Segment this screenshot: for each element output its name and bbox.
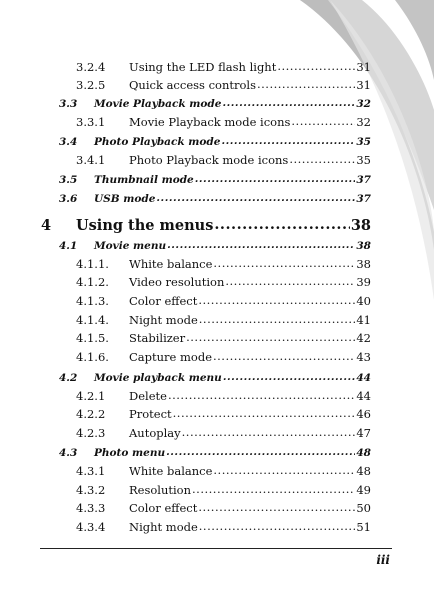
footer-rule [40,548,392,549]
toc-entry-number: 4.2.2 [76,407,106,421]
toc-entry-number: 4.1.3. [76,294,109,308]
toc-entry[interactable] [76,274,371,290]
toc-leader-dots [213,348,355,364]
toc-entry-title: Color effect [129,501,198,515]
toc-entry-title: Video resolution [129,275,225,289]
toc-entry-title: Photo Playback mode [94,136,221,148]
toc-entry[interactable] [59,191,371,207]
toc-entry-page: 38 [356,240,371,252]
toc-entry-page: 35 [356,136,371,148]
toc-entry-page: 40 [356,294,371,308]
toc-entry[interactable] [76,500,371,516]
toc-entry-page: 47 [356,426,371,440]
toc-entry-page: 43 [356,350,371,364]
toc-entry[interactable] [59,172,371,188]
toc-entry-page: 32 [356,115,371,129]
toc-leader-dots [199,518,356,534]
toc-entry-title: Color effect [129,294,198,308]
toc-entry-title: Delete [129,389,167,403]
toc-leader-dots [195,171,356,187]
toc-leader-dots [173,405,356,421]
toc-entry-page: 38 [356,257,371,271]
toc-entry-page: 37 [356,174,371,186]
toc-entry-title: Capture mode [129,350,212,364]
toc-entry[interactable] [76,114,371,130]
toc-entry-number: 4.3.2 [76,483,106,497]
toc-entry[interactable] [76,425,371,441]
toc-entry[interactable] [59,96,371,112]
toc-entry[interactable] [76,152,371,168]
toc-entry-number: 4.3.4 [76,520,106,534]
toc-entry[interactable] [76,519,371,535]
toc-entry-title: Using the LED flash light [129,60,277,74]
toc-entry-number: 3.4 [59,136,78,148]
toc-leader-dots [192,481,355,497]
toc-entry[interactable] [76,293,371,309]
toc-leader-dots [167,237,355,253]
toc-leader-dots [257,76,355,92]
toc-leader-dots [213,255,355,271]
toc-entry-number: 4.1.2. [76,275,109,289]
toc-entry-page: 39 [356,275,371,289]
toc-leader-dots [221,133,355,149]
toc-entry-number: 3.6 [59,193,78,205]
toc-entry-number: 4.2.1 [76,389,106,403]
toc-entry-number: 4.3 [59,447,78,459]
toc-entry-page: 42 [356,331,371,345]
toc-entry-number: 4.3.1 [76,464,106,478]
toc-leader-dots [198,499,355,515]
page-number: iii [376,553,390,567]
toc-entry-page: 31 [356,60,371,74]
toc-leader-dots [186,329,355,345]
toc-entry-title: Photo menu [94,447,166,459]
toc-entry-page: 44 [356,389,371,403]
toc-leader-dots [225,273,355,289]
toc-entry-title: Movie playback menu [94,372,222,384]
toc-entry-number: 4 [41,217,52,234]
toc-entry-title: Movie menu [94,240,167,252]
toc-entry[interactable] [76,463,371,479]
toc-entry-number: 3.5 [59,174,78,186]
toc-entry[interactable] [76,406,371,422]
toc-entry-page: 44 [356,372,371,384]
toc-leader-dots [199,311,356,327]
toc-chapter-entry[interactable] [41,215,371,237]
toc-entry[interactable] [76,482,371,498]
toc-entry-title: Protect [129,407,172,421]
toc-entry[interactable] [76,330,371,346]
toc-entry-page: 51 [356,520,371,534]
toc-entry-title: Resolution [129,483,192,497]
toc-entry[interactable] [76,312,371,328]
toc-entry[interactable] [76,77,371,93]
toc-entry-page: 41 [356,313,371,327]
toc-entry-title: Night mode [129,520,198,534]
toc-entry-page: 32 [356,98,371,110]
toc-entry-title: Quick access controls [129,78,256,92]
toc-entry-page: 35 [356,153,371,167]
toc-leader-dots [214,214,349,236]
toc-leader-dots [198,292,355,308]
toc-entry-number: 4.1.6. [76,350,109,364]
toc-entry-title: Photo Playback mode icons [129,153,289,167]
toc-leader-dots [213,462,355,478]
toc-entry-number: 3.2.4 [76,60,106,74]
toc-leader-dots [166,444,355,460]
toc-entry[interactable] [59,445,371,461]
toc-entry[interactable] [59,238,371,254]
toc-entry-page: 31 [356,78,371,92]
toc-entry-number: 3.3.1 [76,115,106,129]
toc-entry-number: 3.3 [59,98,78,110]
toc-entry-title: White balance [129,257,213,271]
toc-entry-page: 50 [356,501,371,515]
toc-leader-dots [222,95,355,111]
toc-entry-title: Movie Playback mode [94,98,222,110]
toc-entry-page: 37 [356,193,371,205]
toc-entry[interactable] [76,388,371,404]
toc-leader-dots [223,369,356,385]
toc-entry-page: 48 [356,464,371,478]
toc-entry-number: 4.2.3 [76,426,106,440]
toc-entry[interactable] [59,134,371,150]
toc-entry-title: White balance [129,464,213,478]
toc-entry[interactable] [76,59,371,75]
toc-entry-title: Stabilizer [129,331,186,345]
toc-entry-title: Using the menus [76,217,214,234]
toc-leader-dots [182,424,356,440]
toc-entry[interactable] [76,256,371,272]
toc-entry[interactable] [76,349,371,365]
toc-entry-title: USB mode [94,193,156,205]
toc-entry-number: 4.1.4. [76,313,109,327]
toc-leader-dots [289,151,355,167]
toc-leader-dots [277,58,355,74]
toc-entry[interactable] [59,370,371,386]
toc-entry-number: 4.1.1. [76,257,109,271]
toc-entry-number: 3.4.1 [76,153,106,167]
toc-entry-number: 4.1 [59,240,78,252]
toc-leader-dots [291,113,355,129]
toc-entry-page: 38 [350,217,371,234]
toc-entry-number: 4.2 [59,372,78,384]
toc-leader-dots [168,387,355,403]
toc-entry-number: 4.1.5. [76,331,109,345]
toc-entry-page: 48 [356,447,371,459]
toc-entry-title: Autoplay [129,426,181,440]
toc-leader-dots [156,190,355,206]
toc-entry-title: Night mode [129,313,198,327]
toc-entry-title: Thumbnail mode [94,174,194,186]
toc-entry-title: Movie Playback mode icons [129,115,291,129]
toc-entry-number: 3.2.5 [76,78,106,92]
toc-entry-number: 4.3.3 [76,501,106,515]
toc-entry-page: 49 [356,483,371,497]
toc-entry-page: 46 [356,407,371,421]
